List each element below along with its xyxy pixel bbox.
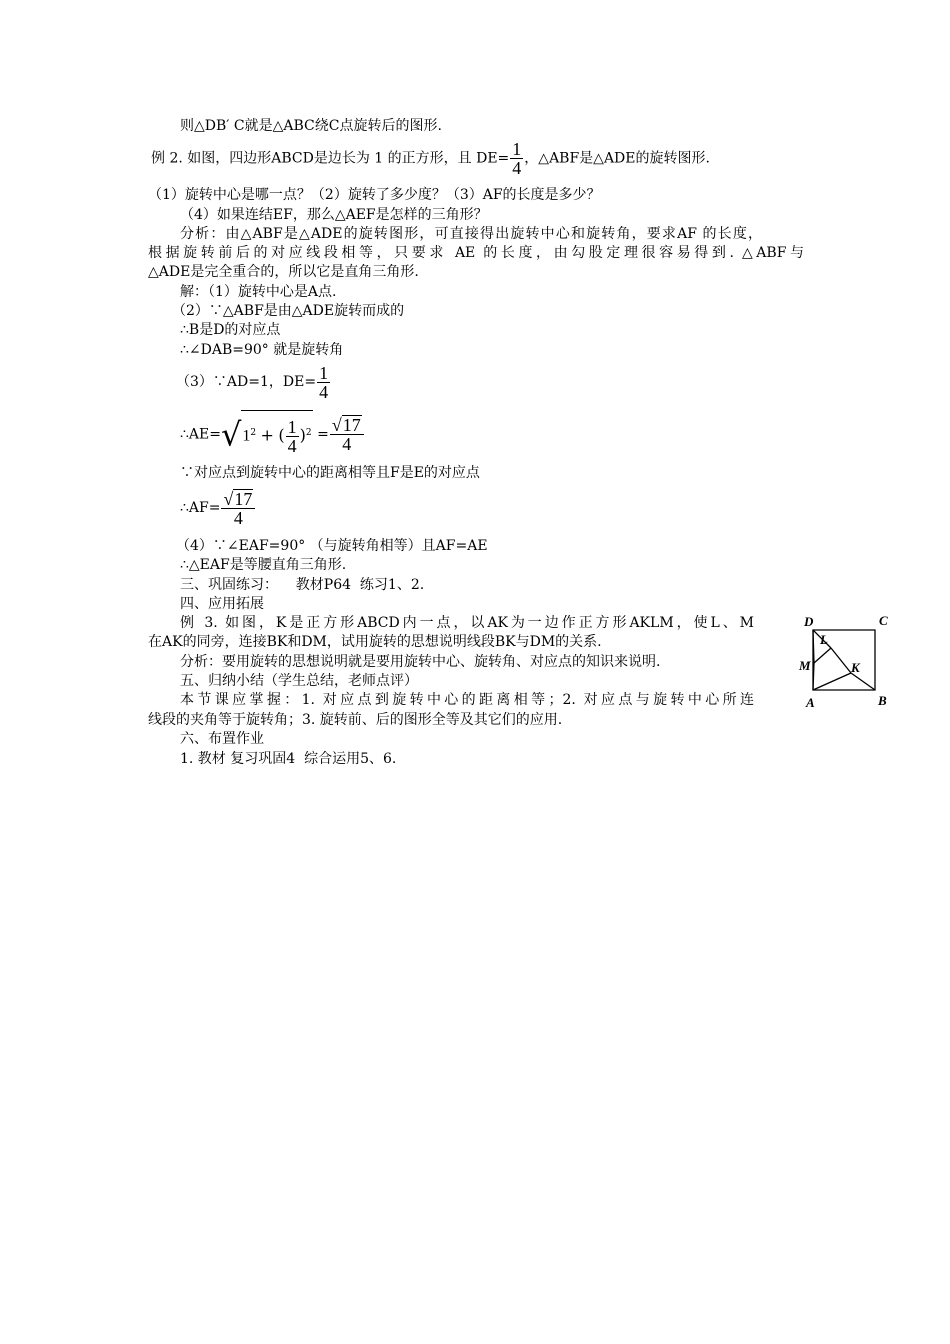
- text-line: ∵对应点到旋转中心的距离相等且F是E的对应点: [180, 465, 480, 481]
- text-line: 在AK的同旁，连接BK和DM，试用旋转的思想说明线段BK与DM的关系.: [148, 634, 602, 650]
- text-line: （4）如果连结EF，那么△AEF是怎样的三角形？: [180, 207, 488, 223]
- fraction-one-quarter: [510, 140, 523, 177]
- text-segment: ∴AE=: [180, 426, 221, 443]
- radicand-one: 1: [242, 427, 251, 445]
- numerator: [221, 489, 255, 508]
- text-line: 则△DB′ C就是△ABC绕C点旋转后的图形.: [180, 118, 442, 134]
- text-line: △ADE是完全重合的，所以它是直角三角形.: [148, 264, 419, 280]
- numerator: 1: [319, 362, 329, 383]
- text-line: （4）∵∠EAF=90° （与旋转角相等）且AF=AE: [176, 538, 488, 554]
- numerator: 1: [512, 139, 522, 159]
- text-line: （1）旋转中心是哪一点？（2）旋转了多少度？（3）AF的长度是多少？: [148, 187, 601, 203]
- right-paren: ): [299, 425, 306, 445]
- plus-sign: +: [260, 425, 274, 445]
- text-line: 例 3. 如图，K是正方形ABCD内一点，以AK为一边作正方形AKLM，使L、M: [180, 615, 754, 631]
- segment-ak: [813, 673, 851, 690]
- label-d: D: [804, 614, 814, 629]
- square-rotation-figure: [796, 608, 896, 712]
- radicand: 17: [234, 489, 253, 509]
- solution-3-line: [176, 362, 331, 402]
- text-line: （2）∵△ABF是由△ADE旋转而成的: [172, 303, 405, 319]
- text-line: ∴∠DAB=90° 就是旋转角: [180, 342, 344, 358]
- text-line: 分析：由△ABF是△ADE的旋转图形，可直接得出旋转中心和旋转角，要求AF 的长度，: [180, 226, 762, 242]
- label-m: M: [799, 658, 811, 673]
- section-heading: 三、巩固练习： 教材P64 练习1、2.: [180, 577, 425, 593]
- radicand: [241, 410, 312, 459]
- denominator: 4: [287, 436, 297, 457]
- denominator: 4: [221, 508, 255, 527]
- label-c: C: [879, 613, 888, 628]
- section-heading: 五、归纳小结（学生总结，老师点评）: [180, 673, 418, 689]
- af-formula-line: [180, 486, 256, 530]
- radical-sign: √: [223, 489, 234, 509]
- denominator: 4: [319, 381, 329, 402]
- segment-kl: [831, 648, 851, 673]
- ae-formula-line: [180, 410, 365, 459]
- fraction-one-quarter: [317, 364, 330, 401]
- text-line: 本节课应掌握：1. 对应点到旋转中心的距离相等；2. 对应点与旋转中心所连: [180, 692, 754, 708]
- text-segment: 例 2. 如图，四边形ABCD是边长为 1 的正方形，且 DE=: [151, 150, 510, 167]
- numerator: [330, 415, 364, 434]
- numerator: 1: [287, 417, 297, 438]
- text-segment: =: [312, 426, 329, 443]
- radical-sign: √: [331, 415, 342, 436]
- label-a: A: [806, 695, 815, 710]
- section-heading: 四、应用拓展: [180, 596, 264, 612]
- segment-lm: [814, 648, 831, 663]
- text-line: ∴B是D的对应点: [180, 322, 281, 338]
- radicand: 17: [342, 415, 361, 436]
- segment-bk: [851, 673, 875, 690]
- label-b: B: [878, 693, 887, 708]
- text-line: 解：（1）旋转中心是A点.: [180, 284, 337, 300]
- label-k: K: [851, 660, 860, 675]
- section-heading: 六、布置作业: [180, 731, 264, 747]
- denominator: 4: [512, 158, 522, 178]
- exponent: 2: [250, 428, 257, 438]
- text-line: 线段的夹角等于旋转角；3. 旋转前、后的图形全等及其它们的应用.: [148, 712, 563, 728]
- text-segment: （3）∵AD=1，DE=: [176, 374, 317, 390]
- fraction-one-quarter: [286, 418, 299, 455]
- example-2-line: [151, 140, 710, 177]
- denominator: 4: [330, 434, 364, 453]
- exponent: 2: [305, 428, 312, 438]
- text-segment: ∴AF=: [180, 500, 221, 516]
- text-line: 分析：要用旋转的思想说明就是要用旋转中心、旋转角、对应点的知识来说明.: [180, 654, 661, 670]
- text-segment: ，△ABF是△ADE的旋转图形.: [524, 150, 710, 167]
- label-l: L: [820, 632, 828, 647]
- text-line: 根据旋转前后的对应线段相等，只要求 AE 的长度，由勾股定理很容易得到. △ABF与: [148, 245, 804, 261]
- left-paren: (: [278, 425, 285, 445]
- fraction-sqrt17-over-4: [330, 415, 364, 453]
- radical-sign: √: [220, 415, 242, 454]
- text-line: 1. 教材 复习巩固4 综合运用5、6.: [180, 751, 397, 767]
- text-line: ∴△EAF是等腰直角三角形.: [180, 557, 347, 573]
- fraction-sqrt17-over-4: [221, 489, 255, 527]
